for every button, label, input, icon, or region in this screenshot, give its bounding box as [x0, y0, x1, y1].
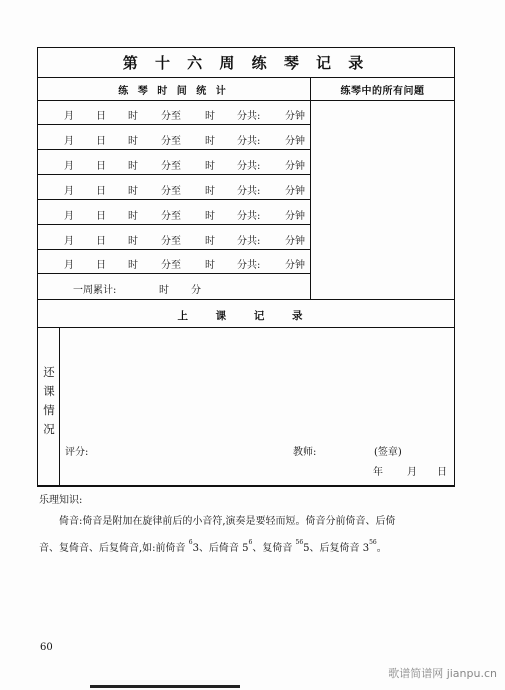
- practice-row-day: 日: [96, 111, 106, 122]
- practice-row-hour2: 时: [205, 211, 215, 222]
- practice-row-month: 月: [64, 260, 74, 271]
- practice-row-day: 日: [96, 161, 106, 172]
- page-number: 60: [40, 642, 53, 653]
- theory-line-2: [39, 532, 453, 559]
- theory-heading: 乐理知识:: [39, 495, 83, 506]
- rule-bottom: [37, 485, 455, 486]
- weekly-total-label: 一周累计:: [73, 285, 117, 296]
- weekly-total-hour: 时: [159, 285, 169, 296]
- practice-row-month: 月: [64, 236, 74, 247]
- page-title: 第 十 六 周 练 琴 记 录: [122, 53, 370, 72]
- rule-row: [37, 199, 310, 200]
- rule-row: [37, 149, 310, 150]
- practice-row-min-total: 分共:: [237, 186, 261, 197]
- rule-row: [37, 124, 310, 125]
- rule-row: [37, 224, 310, 225]
- practice-time-header: 练 琴 时 间 统 计: [118, 85, 229, 97]
- practice-row-min-to: 分至: [161, 260, 181, 271]
- review-label-char: 还: [43, 365, 55, 379]
- practice-time-row: [37, 177, 310, 199]
- review-label-char: 课: [43, 384, 55, 398]
- practice-row-minutes: 分钟: [285, 136, 305, 147]
- practice-row-min-total: 分共:: [237, 211, 261, 222]
- teacher-label: 教师:: [293, 447, 317, 458]
- practice-row-hour: 时: [128, 161, 138, 172]
- practice-issues-header: 练琴中的所有问题: [340, 85, 425, 97]
- practice-row-min-to: 分至: [161, 111, 181, 122]
- practice-row-day: 日: [96, 186, 106, 197]
- grace-note-example: $^{56}$5、后复倚音: [295, 539, 363, 554]
- practice-row-min-to: 分至: [161, 186, 181, 197]
- practice-row-min-to: 分至: [161, 211, 181, 222]
- practice-time-row: [37, 127, 310, 149]
- practice-row-month: 月: [64, 161, 74, 172]
- practice-time-row: [37, 227, 310, 249]
- practice-row-month: 月: [64, 136, 74, 147]
- grace-note-example: $5^6$、复倚音: [242, 539, 296, 554]
- practice-time-row: [37, 251, 310, 273]
- practice-row-hour2: 时: [205, 186, 215, 197]
- practice-row-hour2: 时: [205, 136, 215, 147]
- score-label: 评分:: [65, 447, 89, 458]
- grace-note-example: $^6$3、后倚音: [188, 539, 243, 554]
- practice-row-hour: 时: [128, 111, 138, 122]
- rule-title: [37, 77, 455, 78]
- practice-row-hour: 时: [128, 211, 138, 222]
- practice-row-min-total: 分共:: [237, 236, 261, 247]
- practice-row-day: 日: [96, 136, 106, 147]
- rule-row: [37, 174, 310, 175]
- practice-row-day: 日: [96, 236, 106, 247]
- practice-row-day: 日: [96, 211, 106, 222]
- practice-row-minutes: 分钟: [285, 236, 305, 247]
- weekly-total-minute: 分: [191, 285, 201, 296]
- practice-row-month: 月: [64, 211, 74, 222]
- practice-record-sheet: [37, 47, 455, 668]
- review-label: [41, 363, 57, 439]
- rule-row: [37, 249, 310, 250]
- practice-row-day: 日: [96, 260, 106, 271]
- site-watermark: 歌谱简谱网 jianpu.cn: [388, 667, 497, 680]
- practice-row-min-total: 分共:: [237, 136, 261, 147]
- practice-row-min-total: 分共:: [237, 260, 261, 271]
- column-divider: [310, 77, 311, 299]
- practice-row-min-total: 分共:: [237, 111, 261, 122]
- practice-row-min-to: 分至: [161, 236, 181, 247]
- theory-line-2-text: 音、复倚音、后复倚音,如:前倚音: [39, 543, 189, 554]
- practice-row-hour: 时: [128, 186, 138, 197]
- practice-row-minutes: 分钟: [285, 260, 305, 271]
- practice-row-hour2: 时: [205, 260, 215, 271]
- stamp-label: (签章): [374, 447, 402, 458]
- practice-row-hour2: 时: [205, 111, 215, 122]
- practice-row-month: 月: [64, 111, 74, 122]
- rule-class-title: [37, 327, 455, 328]
- practice-row-minutes: 分钟: [285, 211, 305, 222]
- review-label-divider: [59, 327, 60, 485]
- practice-row-hour: 时: [128, 136, 138, 147]
- practice-row-month: 月: [64, 186, 74, 197]
- practice-row-min-to: 分至: [161, 136, 181, 147]
- date-month: 月: [407, 467, 417, 478]
- practice-row-hour2: 时: [205, 161, 215, 172]
- practice-time-row: [37, 102, 310, 124]
- class-record-title: 上 课 记 录: [177, 309, 315, 322]
- practice-row-hour: 时: [128, 236, 138, 247]
- scan-edge-bar: [90, 685, 240, 688]
- practice-time-row: [37, 152, 310, 174]
- practice-row-minutes: 分钟: [285, 161, 305, 172]
- practice-row-min-total: 分共:: [237, 161, 261, 172]
- review-label-char: 情: [43, 403, 55, 417]
- grace-note-example: $3^{56}$。: [362, 539, 387, 554]
- review-label-char: 况: [43, 422, 55, 436]
- date-year: 年: [373, 467, 383, 478]
- practice-row-hour: 时: [128, 260, 138, 271]
- date-day: 日: [437, 467, 447, 478]
- practice-row-hour2: 时: [205, 236, 215, 247]
- rule-subhead: [37, 100, 455, 101]
- rule-row: [37, 273, 310, 274]
- practice-row-minutes: 分钟: [285, 111, 305, 122]
- practice-time-row: [37, 202, 310, 224]
- rule-class: [37, 299, 455, 300]
- weekly-total-row: [37, 276, 310, 298]
- music-theory-section: [39, 490, 453, 559]
- practice-row-minutes: 分钟: [285, 186, 305, 197]
- practice-row-min-to: 分至: [161, 161, 181, 172]
- theory-line-1: 倚音:倚音是附加在旋律前后的小音符,演奏是要轻而短。倚音分前倚音、后倚: [59, 516, 396, 527]
